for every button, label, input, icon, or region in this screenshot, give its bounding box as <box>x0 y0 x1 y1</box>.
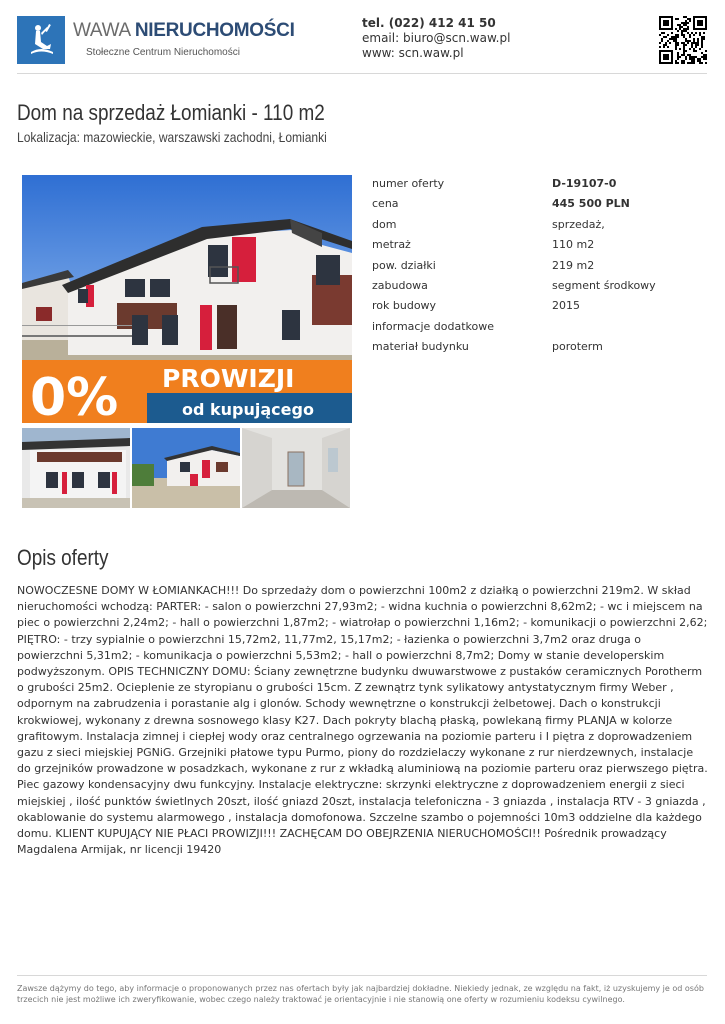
listing-title: Dom na sprzedaż Łomianki - 110 m2 <box>17 100 325 125</box>
banner-word: PROWIZJI <box>162 364 295 393</box>
main-photo[interactable] <box>22 175 352 423</box>
detail-label: metraż <box>372 238 411 252</box>
contact-phone[interactable]: tel. (022) 412 41 50 <box>362 16 496 30</box>
mermaid-logo-icon <box>17 16 65 64</box>
detail-value: 2015 <box>552 299 580 313</box>
detail-value: 110 m2 <box>552 238 595 252</box>
banner-percent: 0% <box>30 368 119 423</box>
detail-label: materiał budynku <box>372 340 469 354</box>
brand-name-bold: NIERUCHOMOŚCI <box>134 20 295 41</box>
detail-label: cena <box>372 197 399 211</box>
description-text: NOWOCZESNE DOMY W ŁOMIANKACH!!! Do sprzedaży dom o powierzchni 100m2 z działką o powierzchni 219m2. W skład nieruchomości wchodzą: PARTER: - salon o powierzchni 27,93m2; - widna kuchnia o powierzchni 8,62m2; - wc i miejscem na piec o powierzchni 2,24m2; - hall o powierzchni 1,87m2; - wiatrołap o powierzchni 1,16m2; - komunikacji o powierzchni 2,62; PIĘTRO: - trzy sypialnie o powierzchni 15,72m2, 11,77m2, 15,17m2; - łazienka o powierzchni 3,7m2 oraz druga o powierzchni 5,31m2; - komunikacja o powierzchni 5,53m2; - hall o powierzchni 8,7m2; Domy w stanie developerskim podwyższonym. OPIS TECHNICZNY DOMU: Ściany zewnętrzne budynku dwuwarstwowe z pustaków ceramicznych Porotherm o grubości 25m2. Ocieplenie ze styropianu o grubości 15cm. Z zewnątrz tynk sylikatowy antystatycznym firmy Weber , odpornym na zabrudzenia i porastanie alg i glonów. Schody wewnętrzne o konstrukcji żelbetowej. Dach o konstrukcji krokwiowej, wykonany z drewna sosnowego klasy K27. Dach pokryty blachą płaską, powlekaną firmy PLANJA w kolorze grafitowym. Instalacja zimnej i ciepłej wody oraz centralnego ogrzewania na poziomie parteru i I piętra z doprowadzeniem gazu z sieci miejskiej PGNiG. Grzejniki płatowe typu Purmo, piony do rozdzielaczy wykonane z rur nierdzewnych, instalacje do grzejników prowadzone w posadzkach, wykonane z rur z wkładką aluminiową na poziomie parteru oraz pierwszego piętra. Piec gazowy kondensacyjny dwu funkcyjny. Instalacje elektryczne: skrzynki elektryczne z doprowadzeniem energii z sieci miejskiej , ilość punktów świetlnych 20szt, ilość gniazd 20szt, instalacja telefoniczna - 3 gniazda , instalacja RTV - 3 gniazda , okablowanie do systemu alarmowego , instalacja domofonowa. Szczelne szambo o pojemności 10m3 oddzielne dla każdego domu. KLIENT KUPUJĄCY NIE PŁACI PROWIZJI!!! ZACHĘCAM DO OBEJRZENIA NIERUCHOMOŚCI!! Pośrednik prowadzący Magdalena Armijak, nr licencji 19420 <box>17 584 708 857</box>
listing-location: Lokalizacja: mazowieckie, warszawski zachodni, Łomianki <box>17 129 327 145</box>
detail-value: D-19107-0 <box>552 177 617 190</box>
header-divider <box>17 73 707 74</box>
thumbnail-3[interactable] <box>242 428 350 508</box>
detail-label: pow. działki <box>372 258 436 272</box>
footer-divider <box>17 975 707 976</box>
detail-label: zabudowa <box>372 279 428 292</box>
detail-label: rok budowy <box>372 299 437 313</box>
detail-label: numer oferty <box>372 177 445 190</box>
detail-value: sprzedaż, <box>552 217 605 231</box>
brand-subtitle: Stołeczne Centrum Nieruchomości <box>86 47 240 58</box>
company-logo <box>17 16 65 64</box>
detail-value: 219 m2 <box>552 258 595 272</box>
brand-name <box>73 20 295 42</box>
contact-email[interactable]: email: biuro@scn.waw.pl <box>362 31 511 45</box>
contact-website[interactable]: www: scn.waw.pl <box>362 46 464 60</box>
description-heading: Opis oferty <box>17 545 109 570</box>
detail-value: 445 500 PLN <box>552 197 630 211</box>
detail-label: dom <box>372 217 397 231</box>
qr-code-icon <box>659 16 707 64</box>
contact-info <box>362 16 510 61</box>
detail-value: poroterm <box>552 340 603 354</box>
detail-value: segment środkowy <box>552 279 656 292</box>
detail-label: informacje dodatkowe <box>372 319 495 333</box>
footer-disclaimer: Zawsze dążymy do tego, aby informacje o proponowanych przez nas ofertach były jak najbardziej dokładne. Niekiedy jednak, ze względu na fakt, iż uzyskujemy je od osób trzecich nie jest możliwe ich zweryfikowanie, wobec czego należy traktować je orientacyjnie i nie stanowią one oferty w rozumieniu kodeksu cywilnego. <box>17 984 704 1004</box>
thumbnail-2[interactable] <box>132 428 240 508</box>
brand-name-light: WAWA <box>73 20 135 41</box>
banner-sub: od kupującego <box>182 400 314 419</box>
thumbnail-1[interactable] <box>22 428 130 508</box>
